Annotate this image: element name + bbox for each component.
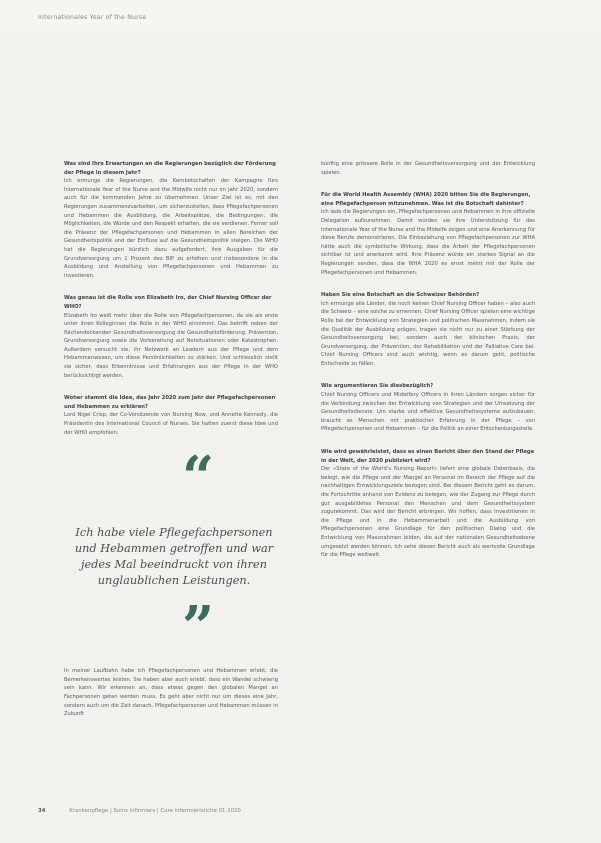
- running-head: Internationales Year of the Nurse: [38, 14, 147, 21]
- interview-answer: Ich ermunge alle Länder, die noch keinen Chief Nursing Officer haben – also auch die Schweiz – eine solche zu ernennen. Chief Nursing Officer spielen eine wichtige Rolle bei der Entwicklung von Strategien und politischen Massnahmen, indem sie die Qualität der Ausbildung prägen, tragen sie nicht nur zu einer Stärkung der Gesundheitsversorgung bei, sondern auch der klinischen Praxis, der Grundversorgung, der Prävention, der Rehabilitation und der Palliative Care bei. Chief Nursing Officers sind auch wichtig, wenn es darum geht, politische Entscheide zu fällen.: [321, 300, 535, 367]
- left-column: [64, 160, 278, 719]
- interview-block: [64, 394, 278, 437]
- pull-quote: [64, 444, 278, 667]
- page-number: 34: [38, 808, 46, 814]
- interview-block: [64, 160, 278, 280]
- interview-block: [321, 448, 535, 560]
- pull-quote-text: Ich habe viele Pflegefachpersonen und Hebammen getroffen und war jedes Mal beeindruckt von ihren unglaublichen Leistungen.: [74, 526, 274, 588]
- quote-open-mark: “: [182, 444, 215, 511]
- interview-block: [64, 294, 278, 380]
- interview-block: [321, 382, 535, 434]
- interview-answer: Chief Nursing Officers und Midwifery Officers in ihren Ländern sorgen sicher für die Verbindung zwischen der Entwicklung von Strategien und der Umsetzung der Gesundheitsdienste. Um starke und effektive Gesundheitssysteme aufzubauen, braucht es Menschen mit praktischer Erfahrung in der Pflege – von Pflegefachpersonen und Hebammen – für die Politik an einer Entscheidungsstelle.: [321, 392, 535, 433]
- closing-paragraph: In meiner Laufbahn habe ich Pflegefachpersonen und Hebammen erlebt, die Bemerkenswertes leisten. Sie haben aber auch erlebt, dass ein Wandel schwierig sein kann. Wir erkennen an, dass etwas gegen den globalen Mangel an Fachpersonen getan werden muss. Es geht aber nicht nur um dieses eine Jahr, sondern auch um die Zeit danach. Pflegefachpersonen und Hebammen müssen in Zukunft: [64, 668, 278, 718]
- interview-question: Für die World Health Assembly (WHA) 2020 bitten Sie die Regierungen, eine Pflegefachperson mitzunehmen. Was ist die Botschaft dahinter?: [321, 192, 531, 207]
- interview-question: Woher stammt die Idee, das Jahr 2020 zum Jahr der Pflegefachpersonen und Hebammen zu erklären?: [64, 395, 276, 410]
- interview-question: Haben Sie eine Botschaft an die Schweizer Behörden?: [321, 292, 480, 299]
- page-footer: [38, 808, 241, 818]
- right-column: [321, 160, 535, 574]
- interview-block: [321, 191, 535, 277]
- interview-answer: Lord Nigel Crisp, der Co-Vorsitzende von Nursing Now, und Annette Kennedy, die Präsidentin des International Council of Nurses. Sie hatten zuerst diese Idee und der WHO empfohlen.: [64, 412, 278, 436]
- interview-answer: Elizabeth Iro weiß mehr über die Rolle von Pflegefachpersonen, da sie als erste unter ihren Kolleginnen die Rolle in der WHO einnimmt. Das betrifft neben der flächendeckenden Gesundheitsversorgung die Gesundheitsförderung, Prävention, Grundversorgung sowie die Vorbereitung auf Notsituationen oder Katastrophen. Außerdem versucht sie, ihr Netzwerk an Leadern aus der Pflege und dem Hebammenwesen, um diese Persönlichkeiten zu stärken. Und schliesslich stellt sie sicher, dass Erkenntnisse und Erfahrungen aus der Pflege in der WHO berücksichtigt werden.: [64, 312, 278, 379]
- intro-paragraph-block: [321, 160, 535, 177]
- intro-paragraph: künftig eine grössere Rolle in der Gesundheitsversorgung und der Entwicklung spielen.: [321, 161, 535, 176]
- quote-close-mark: ”: [182, 594, 215, 661]
- interview-answer: Ich ermunge die Regierungen, die Kernbotschaften der Kampagne fürs Internationale Year of the Nurse and the Midwife nicht nur im Jahr 2020, sondern auch für die kommenden Jahre zu übernehmen. Unser Ziel ist es, mit den Regierungen zusammenzuarbeiten, um sicherzustellen, dass Pflegefachpersonen und Hebammen die Ausbildung, die Arbeitsplätze, die Bedingungen, die Möglichkeiten, die Würde und den Respekt erhalten, die sie verdienen. Ferner soll die Präsenz der Pflegefachpersonen und Hebammen in allen Bereichen der Gesundheitspolitik und der Einfluss auf die Gesundheitspolitik steigen. Die WHO hat die Regierungen kürzlich dazu aufgefordert, ihre Ausgaben für die Grundversorgung um 1 Prozent des BIP zu erhöhen und insbesondere in die Ausbildung und Anstellung von Pflegefachpersonen und Hebammen zu investieren.: [64, 178, 278, 279]
- interview-question: Wie argumentieren Sie diesbezüglich?: [321, 383, 434, 390]
- interview-block: [321, 291, 535, 368]
- interview-question: Wie wird gewährleistet, dass es einen Bericht über den Stand der Pflege in der Welt, der 2020 publiziert wird?: [321, 449, 535, 464]
- publication-title: Krankenpflege | Soins infirmiers | Cure infermieristiche 01 2020: [69, 808, 241, 814]
- interview-answer: Ich lade die Regierungen ein, Pflegefachpersonen und Hebammen in ihre offizielle Delegation aufzunehmen. Damit würden sie ihre Unterstützung für das Internationale Year of the Nurse and the Midwife zeigen und eine Anerkennung für diese Berufe demonstrieren. Die Einbeziehung von Pflegefachpersonen zur WHA hätte auch die symbolische Wirkung, dass die Arbeit der Pflegefachpersonen sichtbar ist und anerkannt wird. Ihre Präsenz würde ein starkes Signal an die Regierungen senden, dass die WHA 2020 es ernst meint mit der Rolle der Pflegefachpersonen und Hebammen.: [321, 209, 535, 276]
- interview-question: Was sind Ihre Erwartungen an die Regierungen bezüglich der Förderung der Pflege in diesem Jahr?: [64, 161, 276, 176]
- interview-answer: Der «State of the World’s Nursing Report» liefert eine globale Datenbasis, die belegt, wie die Pflege und der Mangel an Personal im Bereich der Pflege auf die nachhaltigen Entwicklungsziele bezogen sind. Bei diesem Bericht geht es darum, die Fortschritte anhand von Evidenz zu belegen, wie der Zugang zur Pflege durch gut ausgebildetes Personal den Menschen und dem Gesundheitssystem zugutekommt. Das wird der Bericht erbringen. Wir hoffen, dass Investitionen in die Pflege und in die Hebammenarbeit und die Ausbildung von Pflegefachpersonen eine Grundlage für den politischen Dialog und die Entwicklung von Massnahmen bilden, die auf der nationalen Gesundheitsebene umgesetzt werden können. Ich sehe diesen Bericht auch als wertvolle Grundlage für die Pflege weltweit.: [321, 466, 535, 559]
- interview-question: Was genau ist die Rolle von Elizabeth Iro, der Chief Nursing Officer der WHO?: [64, 295, 272, 310]
